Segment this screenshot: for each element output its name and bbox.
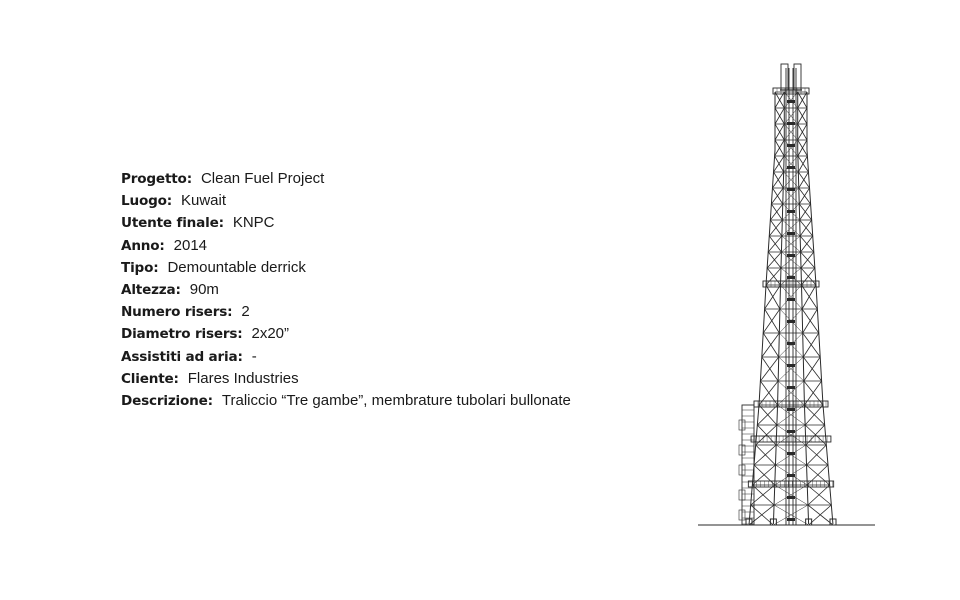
- spec-label: Tipo:: [121, 259, 159, 276]
- spec-value: Kuwait: [181, 192, 227, 210]
- spec-row-numero-risers: [121, 301, 641, 323]
- spec-row-utente-finale: [121, 212, 641, 234]
- spec-value: 2014: [173, 236, 208, 254]
- spec-label: Diametro risers:: [121, 326, 243, 343]
- spec-label: Altezza:: [121, 281, 181, 298]
- spec-label: Luogo:: [121, 193, 172, 210]
- spec-label: Anno:: [121, 237, 165, 254]
- spec-value: KNPC: [232, 214, 275, 232]
- spec-row-assistiti-ad-aria: [121, 346, 641, 368]
- spec-row-altezza: [121, 279, 641, 301]
- spec-row-progetto: [121, 168, 641, 190]
- spec-value: Clean Fuel Project: [200, 170, 325, 187]
- spec-value: Traliccio “Tre gambe”, membrature tubolari bullonate: [221, 391, 571, 409]
- spec-label: Utente finale:: [121, 215, 224, 232]
- spec-row-luogo: [121, 190, 641, 212]
- spec-label: Descrizione:: [121, 392, 213, 409]
- spec-value: Flares Industries: [187, 369, 299, 387]
- spec-row-diametro-risers: [121, 323, 641, 345]
- spec-row-anno: [121, 235, 641, 257]
- spec-row-tipo: [121, 257, 641, 279]
- spec-label: Assistiti ad aria:: [121, 348, 243, 365]
- spec-value: 90m: [189, 280, 219, 298]
- spec-label: Progetto:: [121, 171, 192, 187]
- spec-value: -: [251, 347, 257, 365]
- spec-label: Cliente:: [121, 370, 179, 387]
- spec-value: 2: [241, 303, 250, 321]
- project-specs: [121, 168, 641, 412]
- spec-row-cliente: [121, 368, 641, 390]
- spec-row-descrizione: [121, 390, 641, 412]
- spec-value: 2x20”: [251, 325, 290, 343]
- derrick-tower-icon: [690, 55, 890, 535]
- spec-label: Numero risers:: [121, 304, 233, 321]
- spec-value: Demountable derrick: [167, 258, 306, 276]
